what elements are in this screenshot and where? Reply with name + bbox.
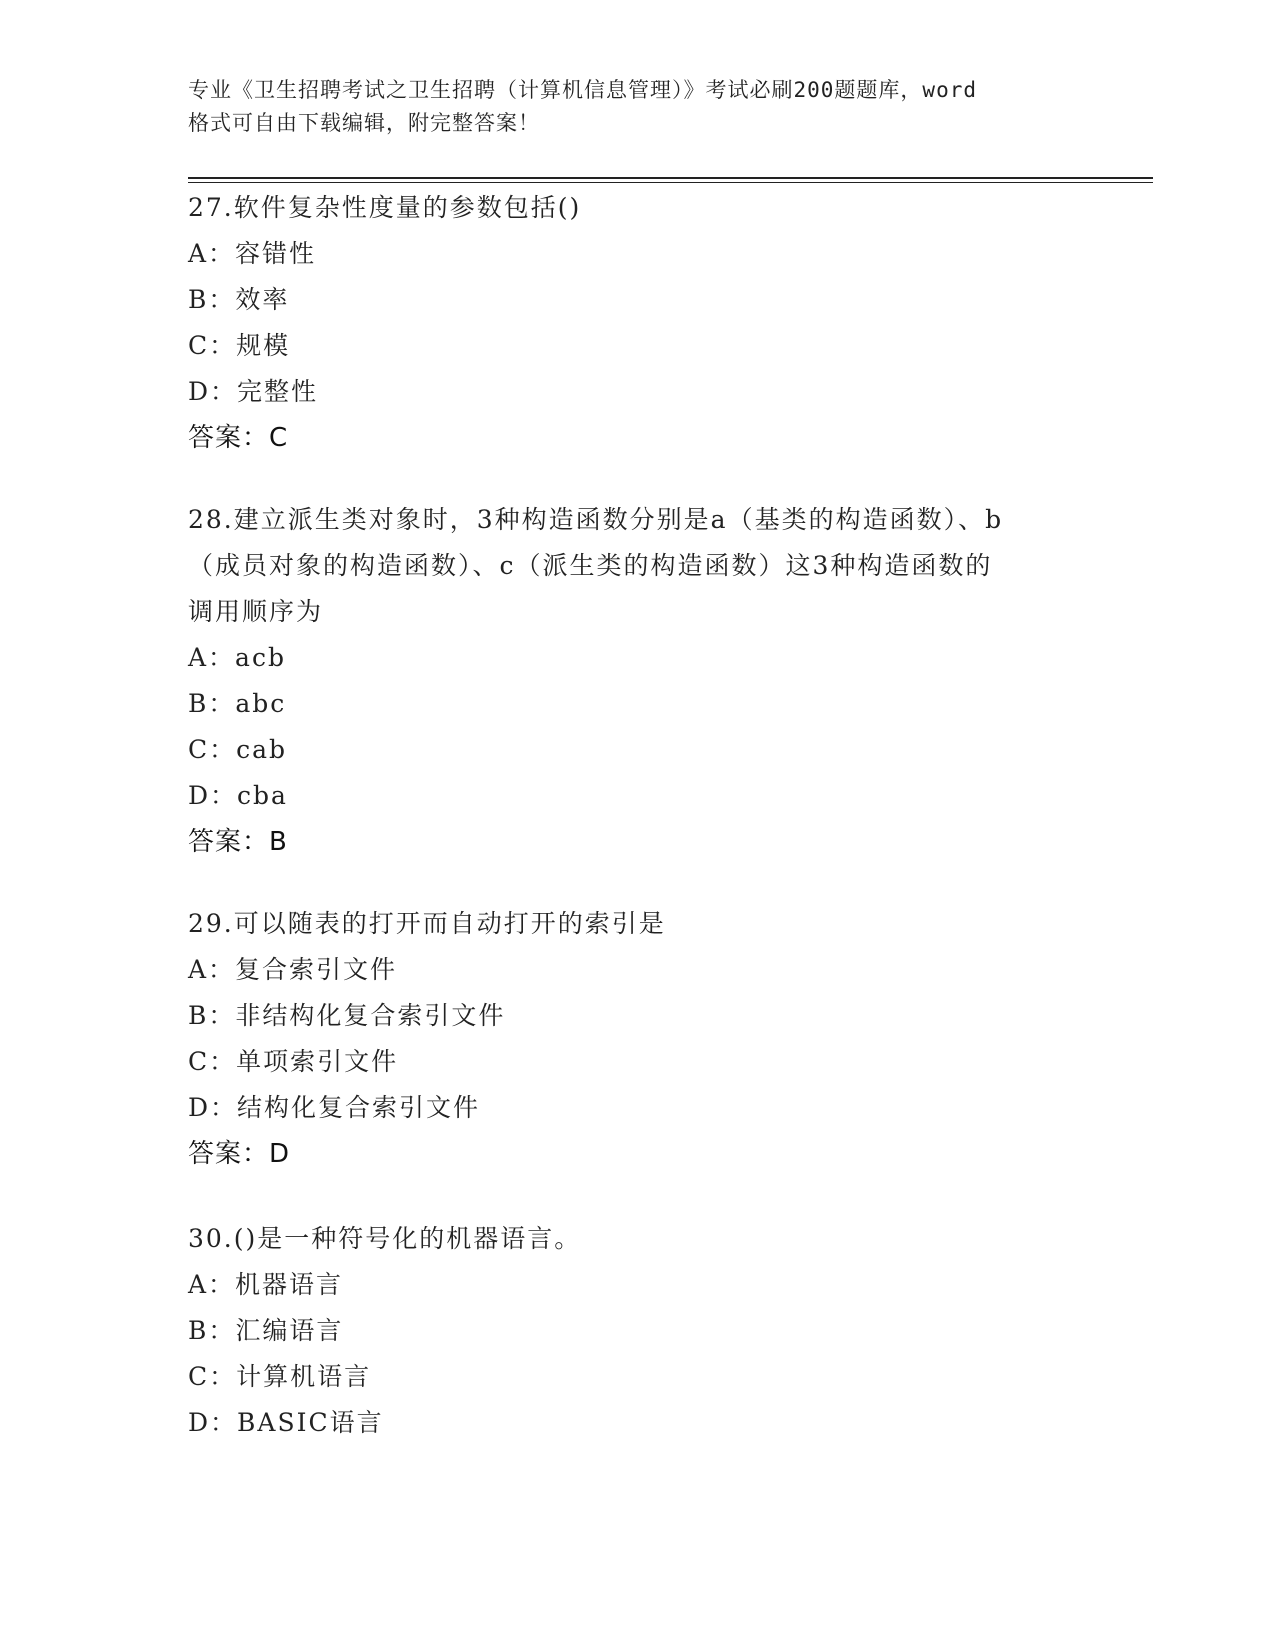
option-a: A：机器语言	[188, 1270, 344, 1299]
option-b: B：非结构化复合索引文件	[188, 1001, 506, 1030]
option-d: D：cba	[188, 781, 288, 810]
question-stem: 30.()是一种符号化的机器语言。	[188, 1224, 582, 1253]
answer: 答案：B	[188, 827, 288, 857]
question-stem: 29.可以随表的打开而自动打开的索引是	[188, 909, 666, 938]
option-c: C：计算机语言	[188, 1362, 372, 1391]
answer: 答案：D	[188, 1139, 291, 1169]
header-divider-bottom	[188, 182, 1153, 183]
question-stem-line-1: 28.建立派生类对象时，3种构造函数分别是a（基类的构造函数）、b	[188, 505, 1004, 534]
question-stem: 27.软件复杂性度量的参数包括()	[188, 193, 582, 222]
option-d: D：BASIC语言	[188, 1408, 384, 1437]
option-b: B：abc	[188, 689, 287, 718]
header-divider-top	[188, 177, 1153, 179]
option-c: C：规模	[188, 331, 291, 360]
question-30	[188, 1216, 1088, 1446]
option-a: A：复合索引文件	[188, 955, 398, 984]
answer: 答案：C	[188, 423, 289, 453]
option-c: C：单项索引文件	[188, 1047, 399, 1076]
question-29	[188, 901, 1088, 1177]
question-stem-line-3: 调用顺序为	[188, 597, 324, 626]
option-b: B：汇编语言	[188, 1316, 344, 1345]
option-c: C：cab	[188, 735, 288, 764]
option-b: B：效率	[188, 285, 290, 314]
option-d: D：结构化复合索引文件	[188, 1093, 481, 1122]
document-header	[188, 74, 1098, 140]
header-line-1: 专业《卫生招聘考试之卫生招聘（计算机信息管理）》考试必刷200题题库，word	[188, 78, 977, 102]
option-d: D：完整性	[188, 377, 319, 406]
header-line-2: 格式可自由下载编辑，附完整答案！	[188, 111, 540, 135]
option-a: A：acb	[188, 643, 286, 672]
question-28	[188, 497, 1088, 865]
question-stem-line-2: （成员对象的构造函数）、c（派生类的构造函数）这3种构造函数的	[188, 551, 993, 580]
question-27	[188, 185, 1088, 461]
option-a: A：容错性	[188, 239, 317, 268]
